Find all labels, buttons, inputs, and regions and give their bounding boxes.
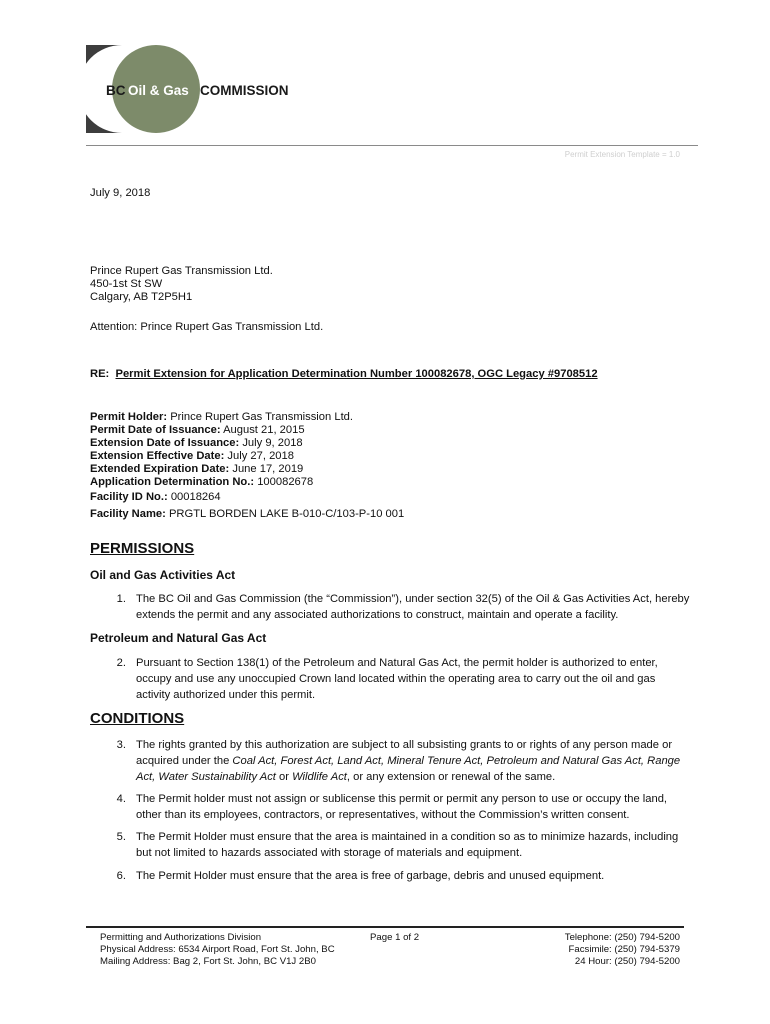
condition-3-acts: Coal Act, Forest Act, Land Act, Mineral Tenure Act, Petroleum and Natural Gas Act, Range Act, Water Sustainability Act [136,755,681,784]
detail-label: Permit Date of Issuance: [90,424,221,436]
re-line [90,367,598,381]
condition-item-4: The Permit holder must not assign or sublicense this permit or permit any person to use or occupy the land, other than its employees, contractors, or representatives, without the Commission’s written consent. [136,793,668,822]
detail-value: 100082678 [257,476,314,488]
footer-facsimile: Facsimile: (250) 794-5379 [568,943,680,955]
permission-item-2: Pursuant to Section 138(1) of the Petroleum and Natural Gas Act, the permit holder is authorized to enter, occupy and use any unoccupied Crown land located within the operating area to carry out the oil and gas activity authorized under this permit. [136,657,658,702]
header-rule [86,145,698,146]
attention-line: Attention: Prince Rupert Gas Transmission Ltd. [90,321,324,333]
footer-mailing-address: Mailing Address: Bag 2, Fort St. John, BC V1J 2B0 [100,955,316,967]
detail-label: Extension Date of Issuance: [90,437,240,449]
detail-value: PRGTL BORDEN LAKE B-010-C/103-P-10 001 [168,508,405,520]
oil-gas-activities-act-heading: Oil and Gas Activities Act [90,568,236,582]
footer-right [565,932,680,967]
footer-division: Permitting and Authorizations Division [100,932,262,943]
detail-value: July 27, 2018 [227,450,294,462]
detail-row [90,410,353,424]
footer-24-hour: 24 Hour: (250) 794-5200 [574,955,680,967]
address-line-2: 450-1st St SW [90,278,163,290]
template-label: Permit Extension Template = 1.0 [564,150,680,159]
letter-date: July 9, 2018 [90,187,151,199]
condition-3-post: , or any extension or renewal of the same. [346,771,556,784]
conditions-heading: CONDITIONS [90,710,185,727]
permissions-heading: PERMISSIONS [90,540,195,557]
detail-value: July 9, 2018 [242,437,303,449]
condition-3-or: or [275,771,293,784]
detail-row [90,475,313,489]
detail-label: Application Determination No.: [90,476,255,488]
detail-label: Facility Name: [90,508,166,520]
bc-oil-gas-commission-logo [86,45,301,133]
item-number: 4. [116,793,126,805]
condition-3-wildlife: Wildlife Act [292,771,347,784]
footer-rule [86,926,684,928]
detail-label: Extended Expiration Date: [90,463,230,475]
item-number: 2. [116,657,126,669]
detail-row [90,436,303,450]
detail-row [90,423,305,437]
detail-row [90,507,404,521]
re-subject: Permit Extension for Application Determination Number 100082678, OGC Legacy #9708512 [115,368,598,380]
footer-telephone: Telephone: (250) 794-5200 [564,932,680,943]
condition-item-6: The Permit Holder must ensure that the area is free of garbage, debris and unused equipment. [136,870,605,882]
detail-label: Permit Holder: [90,411,168,423]
item-number: 5. [116,831,126,843]
item-number: 3. [116,739,126,751]
item-number: 1. [116,593,126,605]
logo-commission-text: COMMISSION [200,83,289,98]
address-line-1: Prince Rupert Gas Transmission Ltd. [90,265,273,277]
logo-oilgas-text: Oil & Gas [128,83,189,98]
detail-row [90,462,303,476]
condition-item-5: The Permit Holder must ensure that the area is maintained in a condition so as to minimize hazards, including but not limited to hazards associated with storage of materials and equipment. [136,831,679,860]
detail-value: 00018264 [170,491,221,503]
footer-physical-address: Physical Address: 6534 Airport Road, Fort St. John, BC [100,943,335,955]
petroleum-natural-gas-act-heading: Petroleum and Natural Gas Act [90,631,267,645]
condition-item-3 [136,737,691,786]
detail-value: Prince Rupert Gas Transmission Ltd. [170,411,354,423]
permission-item-1: The BC Oil and Gas Commission (the “Commission”), under section 32(5) of the Oil & Gas Activities Act, hereby extends the permit and any associated authorizations to construct, maintain and operate a facility. [136,593,690,622]
condition-3-pre: The rights granted by this authorization are subject to all subsisting grants to or rights of any person made or acquired under the [136,739,673,768]
detail-row [90,449,294,463]
detail-label: Facility ID No.: [90,491,168,503]
footer-left [100,932,335,967]
item-number: 6. [116,870,126,882]
page-number: Page 1 of 2 [370,932,420,943]
detail-value: August 21, 2015 [223,424,305,436]
detail-label: Extension Effective Date: [90,450,225,462]
detail-row [90,490,221,504]
address-line-3: Calgary, AB T2P5H1 [90,291,193,303]
logo-bc-text: BC [106,83,126,98]
detail-value: June 17, 2019 [232,463,304,475]
re-label: RE: [90,368,110,380]
